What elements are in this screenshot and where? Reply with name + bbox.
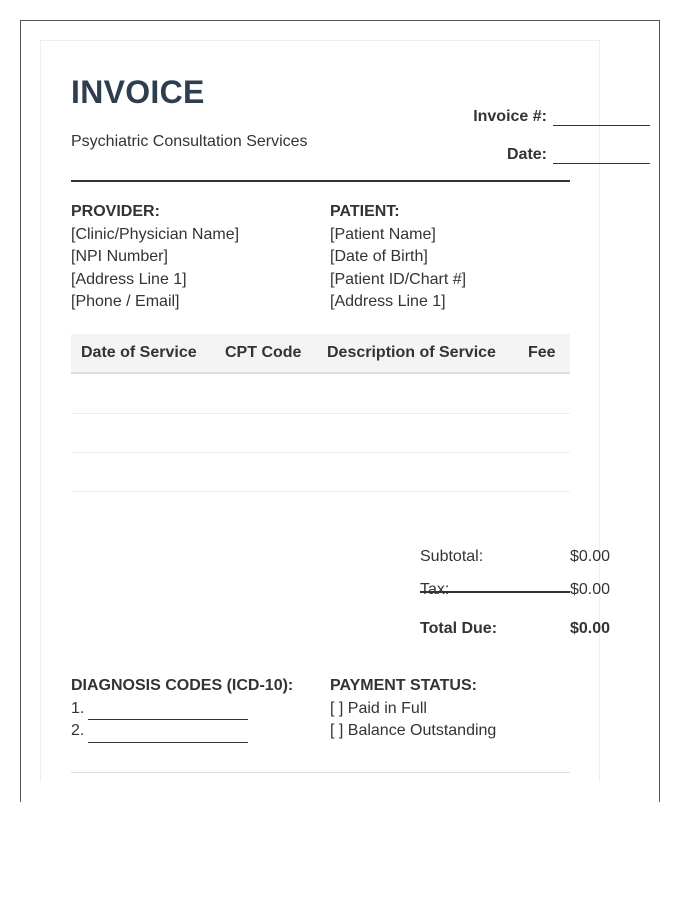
footer-divider — [71, 772, 570, 773]
subtotal-value: $0.00 — [569, 548, 610, 565]
patient-block — [330, 203, 466, 314]
column-header-description: Description of Service — [327, 344, 496, 361]
provider-heading: PROVIDER: — [71, 203, 160, 220]
date-label: Date: — [506, 146, 547, 163]
table-row[interactable] — [71, 491, 570, 492]
date-blank[interactable] — [553, 147, 650, 164]
invoice-number-blank[interactable] — [553, 109, 650, 126]
invoice-number-field[interactable] — [473, 108, 650, 126]
invoice-subtitle: Psychiatric Consultation Services — [71, 133, 308, 150]
provider-line: [Address Line 1] — [71, 270, 187, 288]
tax-label: Tax: — [420, 581, 450, 598]
patient-heading: PATIENT: — [330, 203, 400, 220]
diagnosis-block — [71, 677, 293, 743]
column-header-cpt: CPT Code — [225, 344, 302, 361]
payment-option-paid[interactable]: [ ] Paid in Full — [330, 700, 427, 717]
provider-line: [Phone / Email] — [71, 293, 180, 311]
patient-line: [Patient ID/Chart #] — [330, 270, 467, 288]
patient-line: [Address Line 1] — [330, 293, 446, 311]
header-divider — [71, 180, 570, 182]
services-table-header — [71, 334, 570, 374]
column-header-date: Date of Service — [81, 344, 197, 361]
patient-line: [Date of Birth] — [330, 248, 428, 266]
subtotal-label: Subtotal: — [420, 548, 484, 565]
diagnosis-item-number: 1. — [71, 700, 85, 717]
diagnosis-item-number: 2. — [71, 722, 85, 740]
date-field[interactable] — [507, 146, 650, 164]
diagnosis-item[interactable] — [71, 720, 293, 742]
invoice-number-label: Invoice #: — [473, 108, 547, 125]
provider-block — [71, 203, 239, 314]
invoice-title: INVOICE — [71, 74, 205, 110]
total-divider — [420, 591, 570, 593]
total-due-value: $0.00 — [569, 620, 610, 637]
diagnosis-heading: DIAGNOSIS CODES (ICD-10): — [71, 677, 294, 694]
provider-line: [NPI Number] — [71, 248, 168, 266]
column-header-fee: Fee — [528, 344, 556, 361]
provider-line: [Clinic/Physician Name] — [71, 226, 240, 243]
payment-option-balance[interactable]: [ ] Balance Outstanding — [330, 722, 497, 740]
total-due-label: Total Due: — [420, 620, 498, 637]
diagnosis-blank[interactable] — [88, 705, 248, 720]
diagnosis-item[interactable] — [71, 698, 293, 720]
table-row[interactable] — [71, 413, 570, 414]
patient-line: [Patient Name] — [330, 226, 436, 243]
payment-status-heading: PAYMENT STATUS: — [330, 677, 477, 694]
table-row[interactable] — [71, 452, 570, 453]
diagnosis-blank[interactable] — [88, 728, 248, 743]
payment-status-block — [330, 677, 496, 743]
tax-value: $0.00 — [569, 581, 610, 598]
